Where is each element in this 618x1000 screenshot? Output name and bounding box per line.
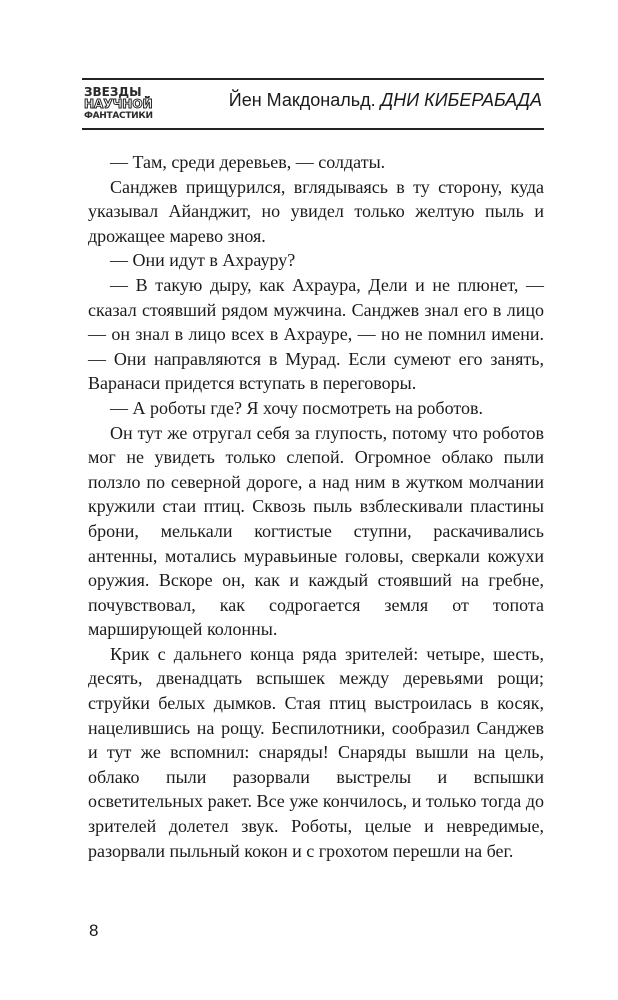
author-name: Йен Макдональд.: [228, 90, 376, 110]
running-title: [229, 90, 542, 111]
logo-line-1: ЗВЕЗДЫ: [84, 85, 142, 99]
book-title: ДНИ КИБЕРАБАДА: [380, 90, 542, 110]
paragraph: Санджев прищурился, вглядываясь в ту сторону, куда указывал Айанджит, но увидел только желтую пыль и дрожащее марево зноя.: [88, 176, 544, 246]
page-number: 8: [89, 921, 99, 940]
logo-line-3: ФАНТАСТИКИ: [84, 111, 153, 121]
running-header: [82, 78, 544, 130]
paragraph: Крик с дальнего конца ряда зрителей: четыре, шесть, десять, двенадцать вспышек между деревьями рощи; струйки белых дымков. Стая птиц выстроилась в косяк, нацелившись на рощу. Беспилотники, сообразил Санджев и тут же вспомнил: снаряды! Снаряды вышли на цель, облако пыли разорвали выстрелы и вспышки осветительных ракет. Все уже кончилось, и только тогда до зрителей долетел звук. Роботы, целые и невредимые, разорвали пыльный кокон и с грохотом перешли на бег.: [88, 643, 544, 861]
paragraph: — А роботы где? Я хочу посмотреть на роботов.: [110, 397, 483, 418]
paragraph: — Там, среди деревьев, — солдаты.: [110, 152, 386, 172]
body-text: [88, 150, 544, 863]
logo-line-2: НАУЧНОЙ: [84, 97, 153, 111]
paragraph: — Они идут в Ахрауру?: [110, 250, 296, 271]
series-logo: [84, 86, 164, 122]
paragraph: — В такую дыру, как Ахраура, Дели и не плюнет, — сказал стоявший рядом мужчина. Санджев знал его в лицо — он знал в лицо всех в Ахрауре, — но не помнил имени. — Они направляются в Мурад. Если сумеют его занять, Варанаси придется вступать в переговоры.: [88, 274, 544, 394]
paragraph: Он тут же отругал себя за глупость, потому что роботов мог не увидеть только слепой. Огромное облако пыли ползло по северной дороге, а над ним в жутком молчании кружили стаи птиц. Сквозь пыль взблескивали пластины брони, мелькали когтистые ступни, раскачивались антенны, мотались муравьиные головы, сверкали кожухи оружия. Вскоре он, как и каждый стоявший на гребне, почувствовал, как содрогается земля от топота марширующей колонны.: [88, 422, 544, 640]
